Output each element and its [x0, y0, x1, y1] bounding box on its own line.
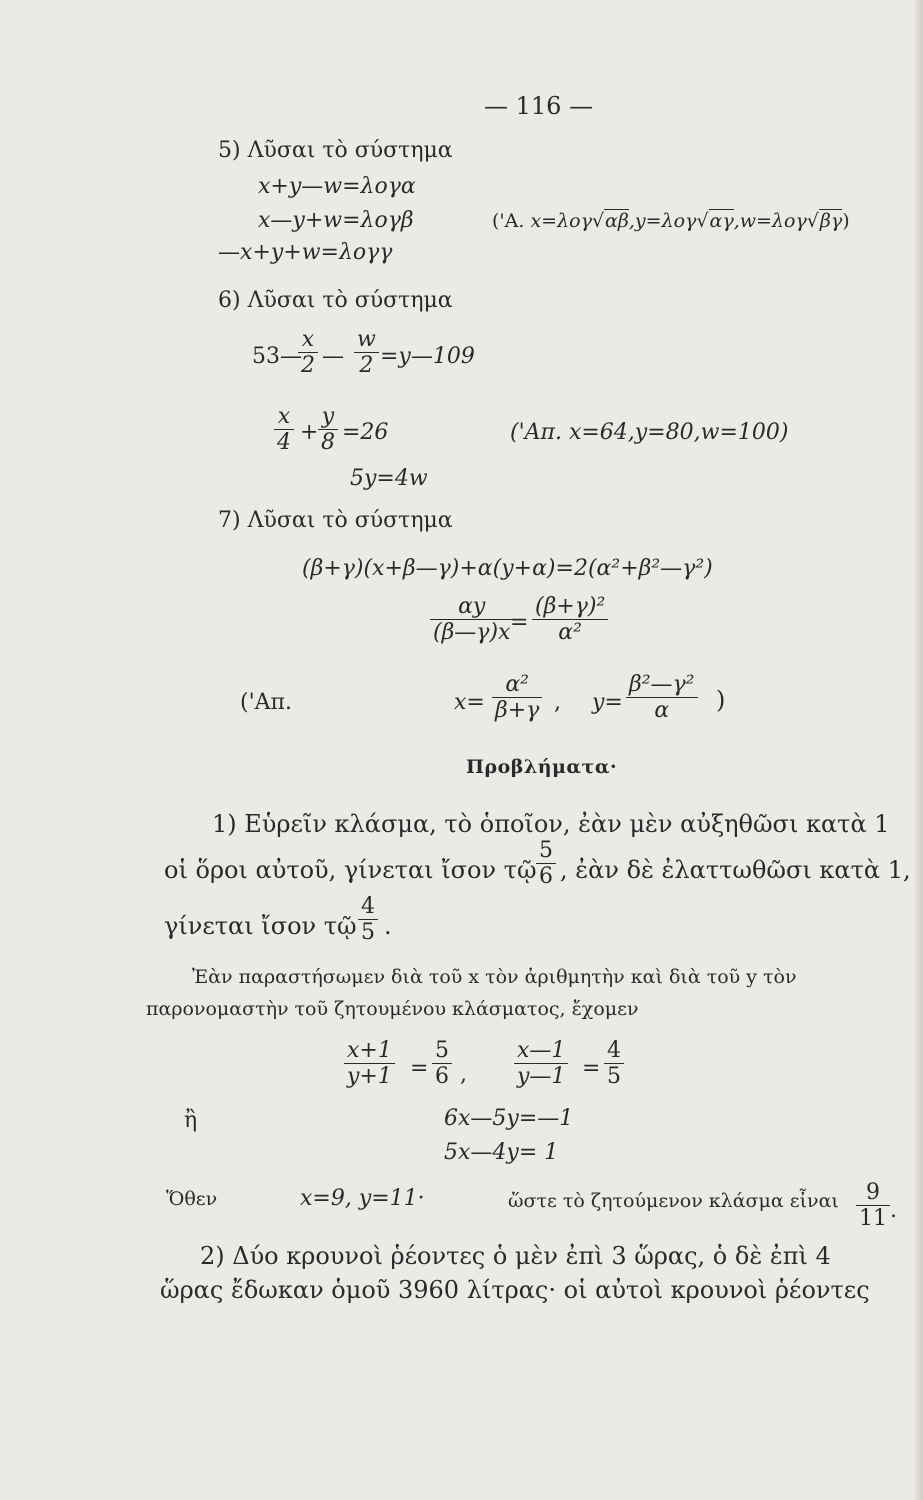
exercise-6-eq1-start: 53—	[252, 344, 302, 369]
fraction-b2-g2-over-a	[626, 672, 698, 723]
numerator: x	[274, 404, 294, 430]
denominator: 4	[277, 430, 291, 455]
fraction-w-over-2	[354, 327, 379, 378]
exercise-7-heading: 7) Λῦσαι τὸ σύστημα	[218, 508, 453, 533]
denominator: 5	[361, 920, 375, 945]
fraction-bg2-over-a2	[532, 594, 608, 645]
denominator: y—1	[517, 1064, 566, 1089]
denominator: 5	[607, 1064, 621, 1089]
fraction-y-over-8	[318, 404, 338, 455]
fraction-4-over-5	[604, 1038, 624, 1089]
fraction-x-over-2	[298, 327, 318, 378]
minus-sign: —	[322, 344, 344, 369]
exercise-5-heading: 5) Λῦσαι τὸ σύστημα	[218, 138, 453, 163]
answer-close: )	[842, 210, 850, 232]
exercise-7-answer-open: ('Απ.	[240, 690, 292, 715]
page-edge-shadow	[913, 0, 923, 1500]
fraction-5-over-6	[432, 1038, 452, 1089]
or-word: ἢ	[184, 1108, 198, 1133]
linear-equation-2: 5x—4y= 1	[444, 1140, 559, 1165]
answer-w: ,w=λογ	[733, 210, 807, 232]
answer-open: ('Α.	[492, 210, 525, 232]
denominator: 6	[539, 864, 553, 889]
numerator: y	[318, 404, 338, 430]
numerator: x	[298, 327, 318, 353]
exercise-7-equation-1: (β+γ)(x+β—γ)+α(y+α)=2(α²+β²—γ²)	[302, 556, 713, 581]
numerator: (β+γ)²	[532, 594, 608, 620]
radicand-bg: βγ	[819, 210, 843, 232]
fraction-4-over-5	[358, 894, 378, 945]
denominator: α²	[558, 620, 582, 645]
denominator: 2	[301, 353, 315, 378]
denominator: 11	[859, 1206, 887, 1231]
denominator: α	[654, 698, 670, 723]
denominator: β+γ	[495, 698, 540, 723]
exercise-5-equation-2: x—y+w=λογβ	[258, 208, 414, 233]
fraction-x-over-4	[274, 404, 294, 455]
comma: ,	[460, 1062, 467, 1087]
fraction-ay-over-bgx	[430, 594, 513, 645]
exercise-5-equation-1: x+y—w=λογα	[258, 174, 416, 199]
plus-sign: +	[300, 420, 319, 445]
sqrt-sign: √	[806, 210, 819, 232]
numerator: β²—γ²	[626, 672, 698, 698]
equals-sign: =	[410, 1056, 429, 1081]
result-text: ὥστε τὸ ζητούμενον κλάσμα εἶναι	[508, 1190, 839, 1212]
problem-2-line-1: 2) Δύο κρουνοὶ ῥέοντες ὁ μὲν ἐπὶ 3 ὥρας, ὁ δὲ ἐπὶ 4	[200, 1242, 831, 1270]
fraction-x1-over-y1	[344, 1038, 395, 1089]
result-values: x=9, y=11·	[300, 1186, 425, 1211]
numerator: 5	[536, 838, 556, 864]
answer-y: ,y=λογ	[628, 210, 697, 232]
exercise-6-heading: 6) Λῦσαι τὸ σύστημα	[218, 288, 453, 313]
hence-word: Ὅθεν	[166, 1188, 218, 1210]
numerator: 4	[358, 894, 378, 920]
linear-equation-1: 6x—5y=—1	[444, 1106, 574, 1131]
fraction-a2-over-bplusg	[492, 672, 542, 723]
numerator: 5	[432, 1038, 452, 1064]
exercise-6-eq1-end: =y—109	[380, 344, 475, 369]
radicand-ag: αγ	[709, 210, 734, 232]
exercise-6-eq2-end: =26	[342, 420, 389, 445]
fraction-5-over-6	[536, 838, 556, 889]
denominator: 6	[435, 1064, 449, 1089]
problem-2-line-2: ὥρας ἔδωκαν ὁμοῦ 3960 λίτρας· οἱ αὐτοὶ κρουνοὶ ῥέοντες	[160, 1276, 870, 1304]
fraction-xm1-over-ym1	[514, 1038, 568, 1089]
denominator: 8	[321, 430, 335, 455]
denominator: 2	[359, 353, 374, 378]
numerator: x—1	[514, 1038, 568, 1064]
solution-line-1: Ἐὰν παραστήσωμεν διὰ τοῦ x τὸν ἀριθμητὴν καὶ διὰ τοῦ y τὸν	[192, 966, 797, 988]
equals-sign: =	[510, 610, 529, 635]
exercise-5-equation-3: —x+y+w=λογγ	[218, 240, 393, 265]
period: .	[890, 1198, 897, 1223]
denominator: y+1	[347, 1064, 392, 1089]
answer-x: x=λογ	[530, 210, 592, 232]
page-number: — 116 —	[484, 92, 594, 120]
numerator: αy	[430, 594, 513, 620]
radicand-ab: αβ	[605, 210, 629, 232]
equals-sign: =	[582, 1056, 601, 1081]
answer-close: )	[716, 686, 726, 714]
section-title: Προβλήματα·	[466, 756, 618, 778]
solution-line-2: παρονομαστὴν τοῦ ζητουμένου κλάσματος, ἔχομεν	[146, 998, 639, 1020]
fraction-9-over-11	[856, 1180, 890, 1231]
problem-1-line-2-end: , ἐὰν δὲ ἐλαττωθῶσι κατὰ 1,	[560, 856, 911, 884]
comma: ,	[554, 690, 561, 715]
numerator: 4	[604, 1038, 624, 1064]
sqrt-sign: √	[591, 210, 605, 232]
denominator: (β—γ)x	[433, 620, 511, 645]
sqrt-sign: √	[696, 210, 709, 232]
exercise-6-answer: ('Απ. x=64,y=80,w=100)	[510, 420, 789, 445]
problem-1-line-2-start: οἱ ὅροι αὐτοῦ, γίνεται ἴσον τῷ	[164, 856, 537, 884]
problem-1-line-1: 1) Εὑρεῖν κλάσμα, τὸ ὁποῖον, ἐὰν μὲν αὐξηθῶσι κατὰ 1	[212, 810, 890, 838]
answer-x-label: x=	[454, 690, 485, 715]
exercise-5-answer	[492, 210, 850, 232]
exercise-6-equation-3: 5y=4w	[350, 466, 428, 491]
problem-1-line-3: γίνεται ἴσον τῷ	[164, 912, 357, 940]
numerator: α²	[492, 672, 542, 698]
numerator: 9	[856, 1180, 890, 1206]
numerator: w	[354, 327, 379, 353]
period: .	[384, 912, 392, 940]
numerator: x+1	[344, 1038, 395, 1064]
answer-y-label: y=	[592, 690, 623, 715]
